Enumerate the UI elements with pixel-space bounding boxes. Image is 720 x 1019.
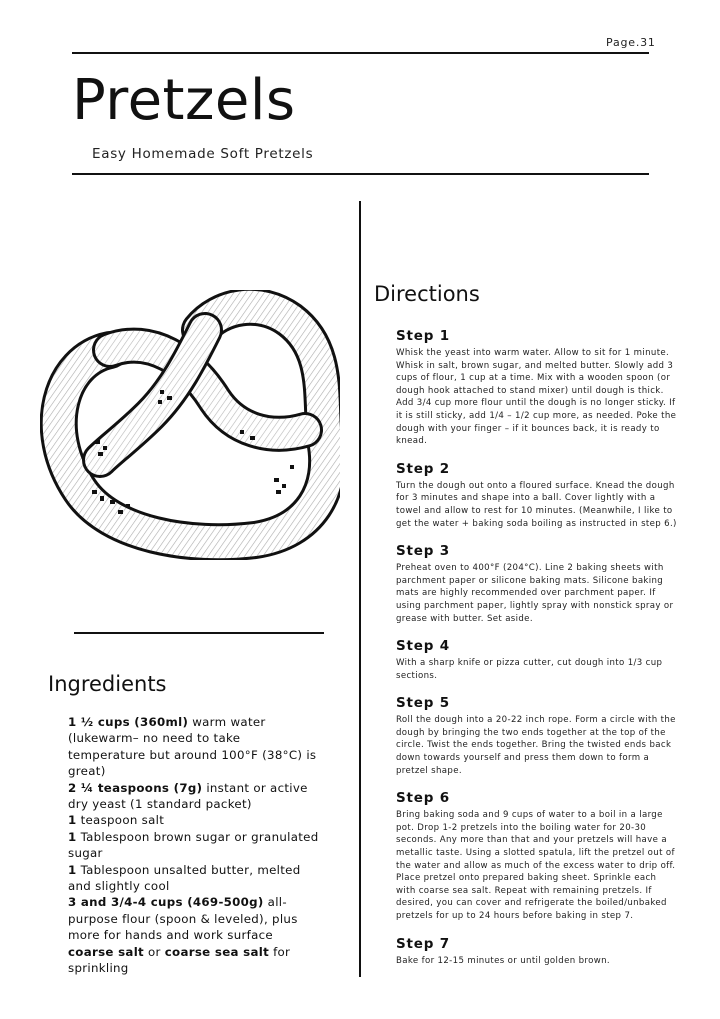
page-number: Page.31 — [606, 36, 656, 49]
step-6 — [396, 790, 678, 922]
step-1 — [396, 328, 678, 448]
ingredient-item: coarse salt or coarse sea salt for sprinkling — [68, 944, 291, 976]
top-rule — [72, 52, 649, 54]
ingredients-heading: Ingredients — [48, 672, 167, 696]
ingredient-item: 1 Tablespoon unsalted butter, melted and slightly cool — [68, 862, 301, 894]
step-label: Step 1 — [396, 328, 450, 344]
page-title: Pretzels — [72, 68, 296, 133]
ingredient-item: 1 ½ cups (360ml) warm water (lukewarm– no need to take temperature but around 100°F (38°C) is great) — [68, 715, 317, 779]
directions-heading: Directions — [374, 282, 480, 306]
step-text: With a sharp knife or pizza cutter, cut dough into 1/3 cup sections. — [396, 658, 663, 681]
ingredient-item: 1 Tablespoon brown sugar or granulated sugar — [68, 829, 319, 861]
ingredients-list — [68, 714, 320, 977]
step-text: Turn the dough out onto a floured surface. Knead the dough for 3 minutes and shape into a ball. Cover lightly with a towel and allow to rest for 10 minutes. (Meanwhile, I like to get the water + baking soda boiling as instructed in step 6.) — [396, 480, 677, 529]
directions-steps — [396, 328, 678, 980]
step-label: Step 5 — [396, 695, 450, 712]
page-subtitle: Easy Homemade Soft Pretzels — [92, 146, 314, 162]
step-text: Bake for 12-15 minutes or until golden brown. — [396, 955, 610, 966]
step-text: Whisk the yeast into warm water. Allow to sit for 1 minute. Whisk in salt, brown sugar, and melted butter. Slowly add 3 cups of flour, 1 cup at a time. Mix with a wooden spoon (or dough hook attached to stand mixer) until dough is thick. Add 3/4 cup more flour until the dough is no longer sticky. If it is still sticky, add 1/4 – 1/2 cup more, as needed. Poke the dough with your finger – if it bounces back, it is ready to knead. — [396, 348, 677, 447]
step-7 — [396, 936, 678, 968]
step-5 — [396, 695, 678, 777]
step-2 — [396, 461, 678, 530]
ingredients-rule — [74, 632, 324, 634]
step-4 — [396, 638, 678, 682]
step-text: Bring baking soda and 9 cups of water to a boil in a large pot. Drop 1-2 pretzels into the boiling water for 20-30 seconds. Any more than that and your pretzels will have a metallic taste. Using a slotted spatula, lift the pretzel out of the water and allow as much of the excess water to drip off. Place pretzel onto prepared baking sheet. Sprinkle each with coarse sea salt. Repeat with remaining pretzels. If desired, you can cover and refrigerate the boiled/unbaked pretzels for up to 24 hours before baking in step 7. — [396, 810, 676, 921]
step-text: Preheat oven to 400°F (204°C). Line 2 baking sheets with parchment paper or silicone baking mats. Silicone baking mats are highly recommended over parchment paper. If using parchment paper, lightly spray with nonstick spray or grease with butter. Set aside. — [396, 563, 674, 624]
ingredient-item: 2 ¼ teaspoons (7g) instant or active dry yeast (1 standard packet) — [68, 780, 308, 812]
ingredient-item: 3 and 3/4-4 cups (469-500g) all-purpose flour (spoon & leveled), plus more for hands and work surface — [68, 895, 298, 943]
ingredient-item: 1 teaspoon salt — [68, 813, 165, 828]
step-label: Step 2 — [396, 460, 450, 477]
header-rule — [72, 173, 649, 175]
step-label: Step 3 — [396, 543, 450, 560]
step-label: Step 7 — [396, 935, 450, 952]
step-label: Step 6 — [396, 790, 450, 807]
step-label: Step 4 — [396, 638, 450, 655]
pretzel-illustration-icon — [40, 290, 340, 560]
column-divider — [359, 201, 361, 977]
step-3 — [396, 543, 678, 625]
step-text: Roll the dough into a 20-22 inch rope. Form a circle with the dough by bringing the two ends together at the top of the circle. Twist the ends together. Bring the twisted ends back down towards yourself and press them down to form a pretzel shape. — [396, 715, 676, 776]
